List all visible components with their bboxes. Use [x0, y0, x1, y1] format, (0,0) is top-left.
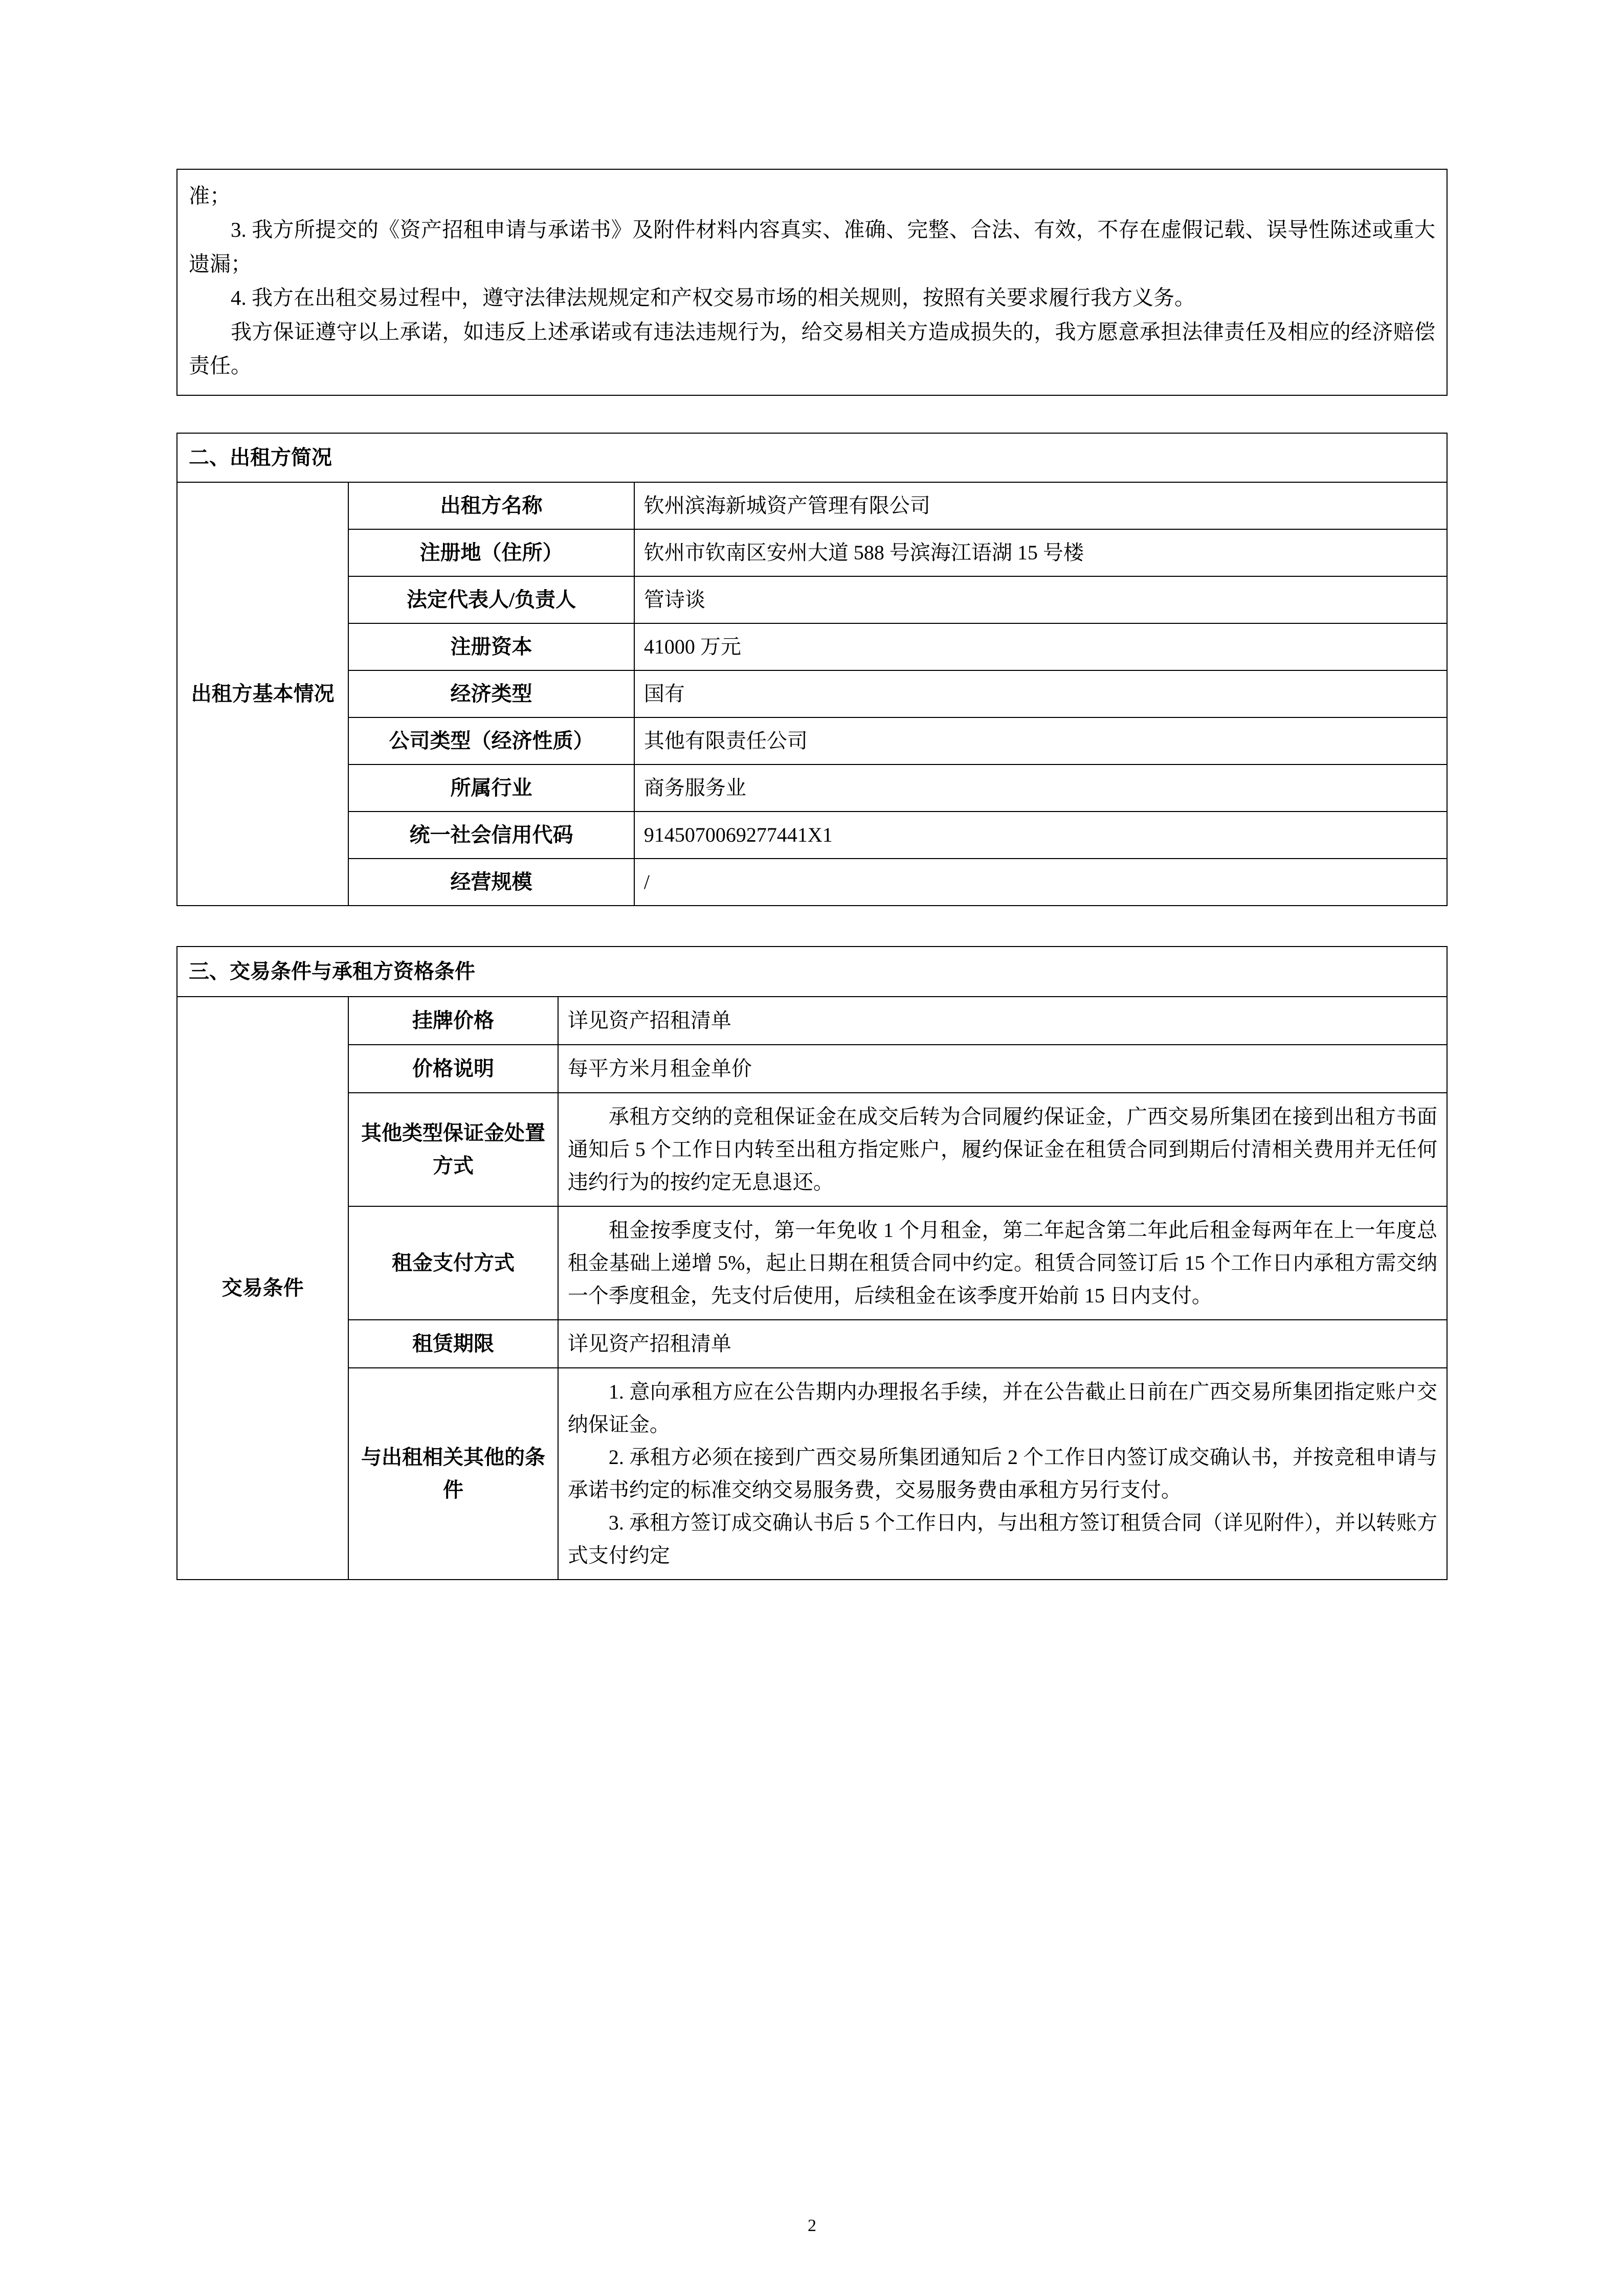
paragraph-line-0: 准；	[189, 184, 231, 208]
field-value: 钦州市钦南区安州大道 588 号滨海江语湖 15 号楼	[634, 529, 1447, 576]
term-value	[558, 1206, 1447, 1320]
table-row	[177, 169, 1447, 395]
paragraph-line-3: 我方保证遵守以上承诺，如违反上述承诺或有违法违规行为，给交易相关方造成损失的，我方愿意承担法律责任及相应的经济赔偿责任。	[189, 320, 1435, 378]
paragraph-line-1: 3. 我方所提交的《资产招租申请与承诺书》及附件材料内容真实、准确、完整、合法、有效，不存在虚假记载、误导性陈述或重大遗漏；	[189, 218, 1435, 276]
field-label: 经济类型	[348, 670, 634, 717]
field-label: 所属行业	[348, 764, 634, 812]
page-number: 2	[808, 2216, 816, 2235]
field-label: 注册地（住所）	[348, 529, 634, 576]
table-row	[177, 1093, 1447, 1206]
term-paragraph: 每平方米月租金单价	[567, 1057, 752, 1081]
spacer	[176, 396, 1448, 433]
continued-text-block	[176, 169, 1448, 396]
term-value	[558, 1320, 1447, 1368]
field-label: 注册资本	[348, 623, 634, 670]
section-two-title: 二、出租方简况	[177, 433, 1447, 482]
field-label: 统一社会信用代码	[348, 812, 634, 859]
field-value: 国有	[634, 670, 1447, 717]
term-label: 与出租相关其他的条件	[348, 1368, 558, 1580]
term-value	[558, 1093, 1447, 1206]
field-value: 钦州滨海新城资产管理有限公司	[634, 482, 1447, 529]
table-row	[177, 670, 1447, 717]
term-paragraph: 详见资产招租清单	[567, 1009, 731, 1032]
continued-text-cell	[177, 169, 1447, 395]
table-row	[177, 433, 1447, 482]
term-paragraph: 详见资产招租清单	[567, 1332, 731, 1356]
field-value: 41000 万元	[634, 623, 1447, 670]
term-label: 其他类型保证金处置方式	[348, 1093, 558, 1206]
table-row	[177, 529, 1447, 576]
field-value: 商务服务业	[634, 764, 1447, 812]
field-value: 管诗谈	[634, 576, 1447, 623]
term-value	[558, 1045, 1447, 1093]
table-row	[177, 717, 1447, 764]
term-label: 挂牌价格	[348, 997, 558, 1045]
table-row	[177, 623, 1447, 670]
section-two-row-header: 出租方基本情况	[177, 482, 348, 906]
term-paragraph: 2. 承租方必须在接到广西交易所集团通知后 2 个工作日内签订成交确认书，并按竞租申请与承诺书约定的标准交纳交易服务费，交易服务费由承租方另行支付。	[567, 1446, 1437, 1502]
field-value: 其他有限责任公司	[634, 717, 1447, 764]
table-row	[177, 1320, 1447, 1368]
section-two-table	[176, 433, 1448, 906]
field-value: 9145070069277441X1	[634, 812, 1447, 859]
section-three-table	[176, 946, 1448, 1580]
table-row	[177, 576, 1447, 623]
term-label: 价格说明	[348, 1045, 558, 1093]
term-paragraph: 租金按季度支付，第一年免收 1 个月租金，第二年起含第二年此后租金每两年在上一年度总租金基础上递增 5%，起止日期在租赁合同中约定。租赁合同签订后 15 个工作日内承租方需交纳一个季度租金，先支付后使用，后续租金在该季度开始前 15 日内支付。	[567, 1219, 1437, 1308]
table-row	[177, 947, 1447, 997]
term-label: 租金支付方式	[348, 1206, 558, 1320]
table-row	[177, 482, 1447, 529]
field-label: 经营规模	[348, 859, 634, 906]
field-label: 公司类型（经济性质）	[348, 717, 634, 764]
term-paragraph: 1. 意向承租方应在公告期内办理报名手续，并在公告截止日前在广西交易所集团指定账户交纳保证金。	[567, 1380, 1437, 1436]
term-value	[558, 997, 1447, 1045]
field-label: 法定代表人/负责人	[348, 576, 634, 623]
term-paragraph: 3. 承租方签订成交确认书后 5 个工作日内，与出租方签订租赁合同（详见附件），并以转账方式支付约定	[567, 1511, 1437, 1567]
table-row	[177, 1206, 1447, 1320]
field-label: 出租方名称	[348, 482, 634, 529]
term-value	[558, 1368, 1447, 1580]
paragraph-line-2: 4. 我方在出租交易过程中，遵守法律法规规定和产权交易市场的相关规则，按照有关要求履行我方义务。	[231, 286, 1195, 310]
table-row	[177, 1045, 1447, 1093]
table-row	[177, 812, 1447, 859]
term-label: 租赁期限	[348, 1320, 558, 1368]
table-row	[177, 859, 1447, 906]
spacer	[176, 906, 1448, 946]
section-three-title: 三、交易条件与承租方资格条件	[177, 947, 1447, 997]
table-row	[177, 997, 1447, 1045]
term-paragraph: 承租方交纳的竞租保证金在成交后转为合同履约保证金，广西交易所集团在接到出租方书面通知后 5 个工作日内转至出租方指定账户，履约保证金在租赁合同到期后付清相关费用并无任何违约行为的按约定无息退还。	[567, 1105, 1437, 1194]
section-three-row-header: 交易条件	[177, 997, 348, 1580]
table-row	[177, 1368, 1447, 1580]
field-value: /	[634, 859, 1447, 906]
table-row	[177, 764, 1447, 812]
